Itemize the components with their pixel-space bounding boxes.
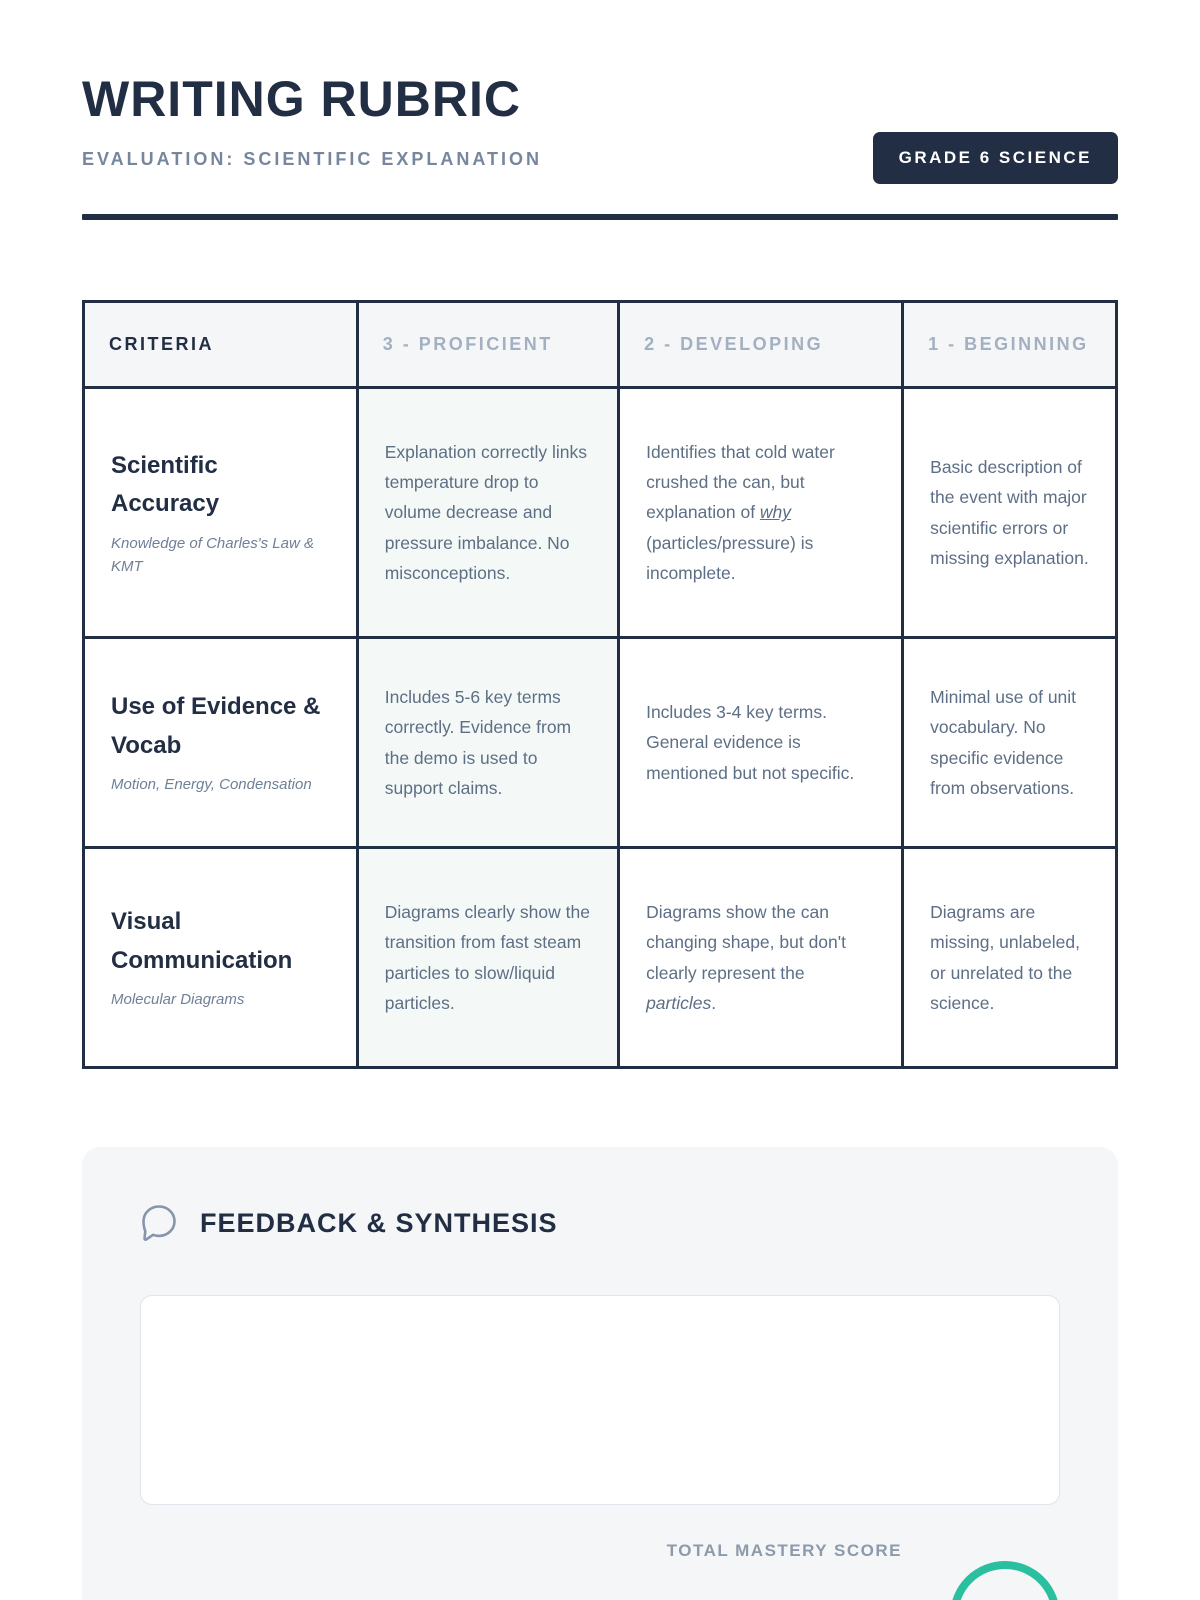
cell-text-segment: Diagrams show the can changing shape, but don't clearly represent the: [646, 902, 846, 983]
feedback-textarea[interactable]: [140, 1295, 1060, 1505]
page-subtitle: EVALUATION: SCIENTIFIC EXPLANATION: [82, 149, 542, 169]
rubric-table: [82, 300, 1118, 1069]
page-title: WRITING RUBRIC: [82, 71, 521, 127]
score-row: [140, 1539, 1060, 1600]
grade-badge: GRADE 6 SCIENCE: [873, 132, 1118, 184]
speech-bubble-icon: [140, 1203, 178, 1243]
cell-text-segment: Diagrams are missing, unlabeled, or unrelated to the science.: [930, 902, 1080, 1013]
cell-text-segment: Minimal use of unit vocabulary. No specific evidence from observations.: [930, 687, 1077, 798]
rubric-table-body: [84, 388, 1117, 1068]
rubric-cell-proficient: [357, 848, 618, 1068]
cell-text-segment: Basic description of the event with major scientific errors or missing explanation.: [930, 457, 1089, 568]
rubric-cell-beginning: [903, 638, 1117, 848]
criterion-cell: [84, 638, 358, 848]
criterion-note: Motion, Energy, Condensation: [111, 776, 312, 794]
rubric-header-row: [84, 302, 1117, 388]
rubric-cell-developing: [619, 638, 903, 848]
criterion-note: Molecular Diagrams: [111, 991, 245, 1009]
criterion-note: Knowledge of Charles's Law & KMT: [111, 534, 314, 575]
total-mastery-score-label: TOTAL MASTERY SCORE: [666, 1541, 902, 1560]
column-header-criteria: CRITERIA: [84, 302, 358, 388]
cell-text-segment: Includes 5-6 key terms correctly. Evidence from the demo is used to support claims.: [384, 687, 572, 798]
rubric-cell-developing: [619, 848, 903, 1068]
criterion-title: Visual Communication: [111, 908, 293, 974]
rubric-row: [84, 848, 1117, 1068]
cell-text-segment: particles: [646, 992, 712, 1013]
column-header-developing: 2 - DEVELOPING: [619, 302, 903, 388]
column-header-proficient: 3 - PROFICIENT: [357, 302, 618, 388]
cell-text-segment: Explanation correctly links temperature drop to volume decrease and pressure imbalance. No misconceptions.: [384, 442, 588, 583]
cell-text-segment: Identifies that cold water crushed the can, but explanation of: [646, 442, 835, 523]
rubric-cell-beginning: [903, 388, 1117, 638]
cell-text-segment: Diagrams clearly show the transition from fast steam particles to slow/liquid particles.: [384, 902, 590, 1013]
rubric-cell-proficient: [357, 638, 618, 848]
rubric-cell-developing: [619, 388, 903, 638]
feedback-heading: FEEDBACK & SYNTHESIS: [200, 1207, 558, 1238]
feedback-panel: [82, 1147, 1118, 1600]
criterion-title: Scientific Accuracy: [111, 451, 220, 518]
cell-text-segment: why: [759, 502, 792, 523]
mastery-score-circle: [950, 1561, 1060, 1600]
page-header: [82, 72, 1118, 170]
cell-text-segment: (particles/pressure) is incomplete.: [646, 532, 814, 583]
cell-text-segment: Includes 3-4 key terms. General evidence is mentioned but not specific.: [646, 702, 855, 783]
criterion-title: Use of Evidence & Vocab: [111, 693, 321, 759]
header-divider: [82, 214, 1118, 220]
page: [82, 0, 1118, 1600]
criterion-cell: [84, 848, 358, 1068]
feedback-panel-header: [140, 1203, 1060, 1243]
criterion-cell: [84, 388, 358, 638]
rubric-cell-beginning: [903, 848, 1117, 1068]
cell-text-segment: .: [711, 992, 717, 1013]
rubric-cell-proficient: [357, 388, 618, 638]
column-header-beginning: 1 - BEGINNING: [903, 302, 1117, 388]
rubric-row: [84, 388, 1117, 638]
rubric-row: [84, 638, 1117, 848]
